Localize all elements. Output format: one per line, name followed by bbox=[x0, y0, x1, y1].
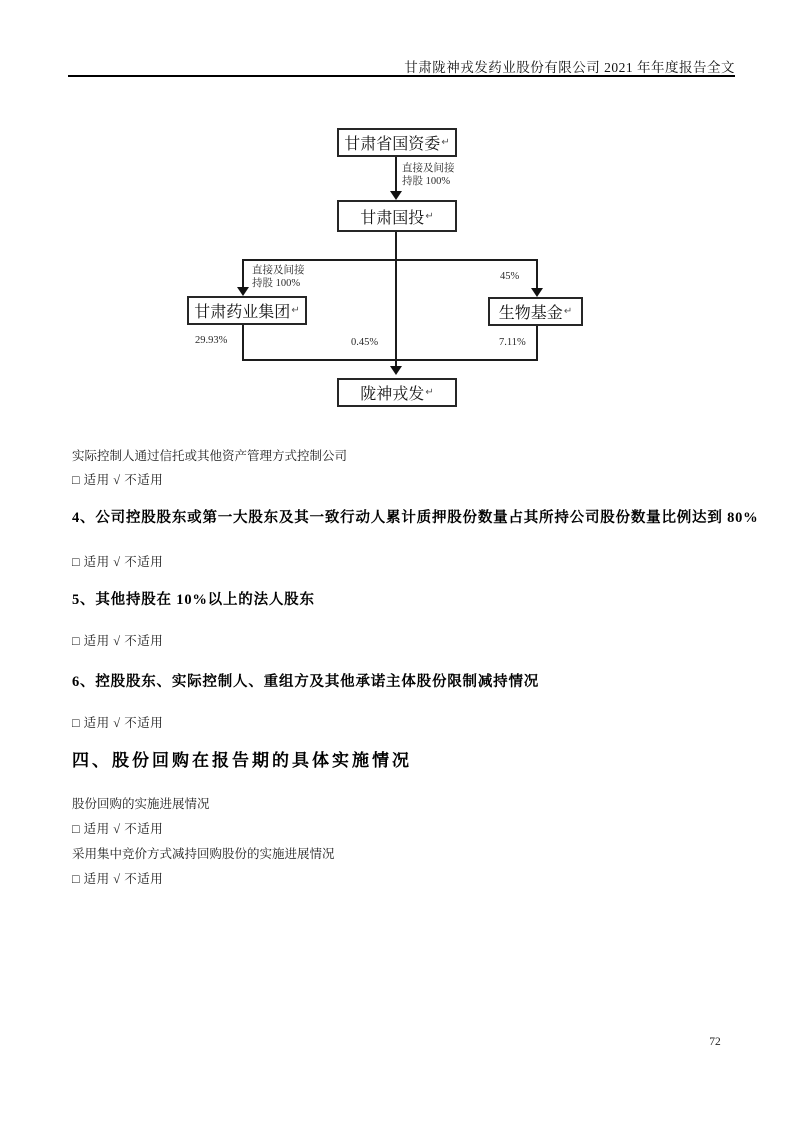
arrow-down-icon bbox=[390, 191, 402, 200]
chart-node-sasac bbox=[337, 128, 457, 157]
chart-node-sasac-label: 甘肃省国资委 bbox=[344, 136, 441, 153]
connector-line bbox=[395, 157, 397, 192]
connector-line bbox=[242, 259, 538, 261]
chart-node-bio-fund bbox=[488, 297, 583, 326]
text-trust-control: 实际控制人通过信托或其他资产管理方式控制公司 bbox=[72, 449, 348, 463]
pct-label-guotou-longshen: 0.45% bbox=[351, 337, 379, 348]
applicability-line: □ 适用 √ 不适用 bbox=[72, 822, 164, 836]
applicability-line: □ 适用 √ 不适用 bbox=[72, 634, 164, 648]
edge-label-sasac-guotou: 直接及间接 持股 100% bbox=[402, 163, 455, 187]
connector-line bbox=[536, 326, 538, 361]
chart-node-guotou-label: 甘肃国投 bbox=[360, 209, 425, 227]
heading-section-5: 5、其他持股在 10%以上的法人股东 bbox=[72, 592, 315, 608]
text-buyback-reduction: 采用集中竞价方式减持回购股份的实施进展情况 bbox=[72, 847, 335, 861]
header-rule bbox=[68, 75, 735, 77]
arrow-down-icon bbox=[237, 287, 249, 296]
heading-section-4: 4、公司控股股东或第一大股东及其一致行动人累计质押股份数量占其所持公司股份数量比例达到 80% bbox=[72, 510, 759, 526]
return-mark: ↵ bbox=[441, 137, 450, 148]
edge-label-guotou-pharma: 直接及间接 持股 100% bbox=[252, 265, 305, 289]
heading-section-6: 6、控股股东、实际控制人、重组方及其他承诺主体股份限制减持情况 bbox=[72, 674, 540, 690]
header-title: 甘肃陇神戎发药业股份有限公司 2021 年年度报告全文 bbox=[404, 60, 735, 75]
edge-label-guotou-biofund: 45% bbox=[500, 271, 520, 282]
chart-node-longshen-label: 陇神戎发 bbox=[360, 386, 425, 403]
return-mark: ↵ bbox=[425, 387, 434, 398]
chart-node-guotou bbox=[337, 200, 457, 232]
pct-label-biofund-longshen: 7.11% bbox=[499, 337, 526, 348]
text-buyback-progress: 股份回购的实施进展情况 bbox=[72, 797, 210, 811]
connector-line bbox=[536, 259, 538, 289]
chart-node-pharma-group-label: 甘肃药业集团 bbox=[194, 304, 291, 321]
return-mark: ↵ bbox=[425, 210, 434, 222]
connector-line bbox=[242, 325, 244, 361]
applicability-line: □ 适用 √ 不适用 bbox=[72, 872, 164, 886]
heading-buyback: 四、股份回购在报告期的具体实施情况 bbox=[72, 751, 412, 770]
chart-node-longshen bbox=[337, 378, 457, 407]
applicability-line: □ 适用 √ 不适用 bbox=[72, 716, 164, 730]
chart-node-pharma-group bbox=[187, 296, 307, 325]
connector-line bbox=[395, 232, 397, 366]
connector-line bbox=[242, 259, 244, 288]
return-mark: ↵ bbox=[563, 306, 573, 317]
arrow-down-icon bbox=[390, 366, 402, 375]
arrow-down-icon bbox=[531, 288, 543, 297]
chart-node-bio-fund-label: 生物基金 bbox=[498, 305, 563, 322]
pct-label-pharma-longshen: 29.93% bbox=[195, 335, 228, 346]
return-mark: ↵ bbox=[291, 305, 300, 316]
connector-line bbox=[242, 359, 538, 361]
applicability-line: □ 适用 √ 不适用 bbox=[72, 473, 164, 487]
page-number: 72 bbox=[709, 1036, 721, 1048]
applicability-line: □ 适用 √ 不适用 bbox=[72, 555, 164, 569]
